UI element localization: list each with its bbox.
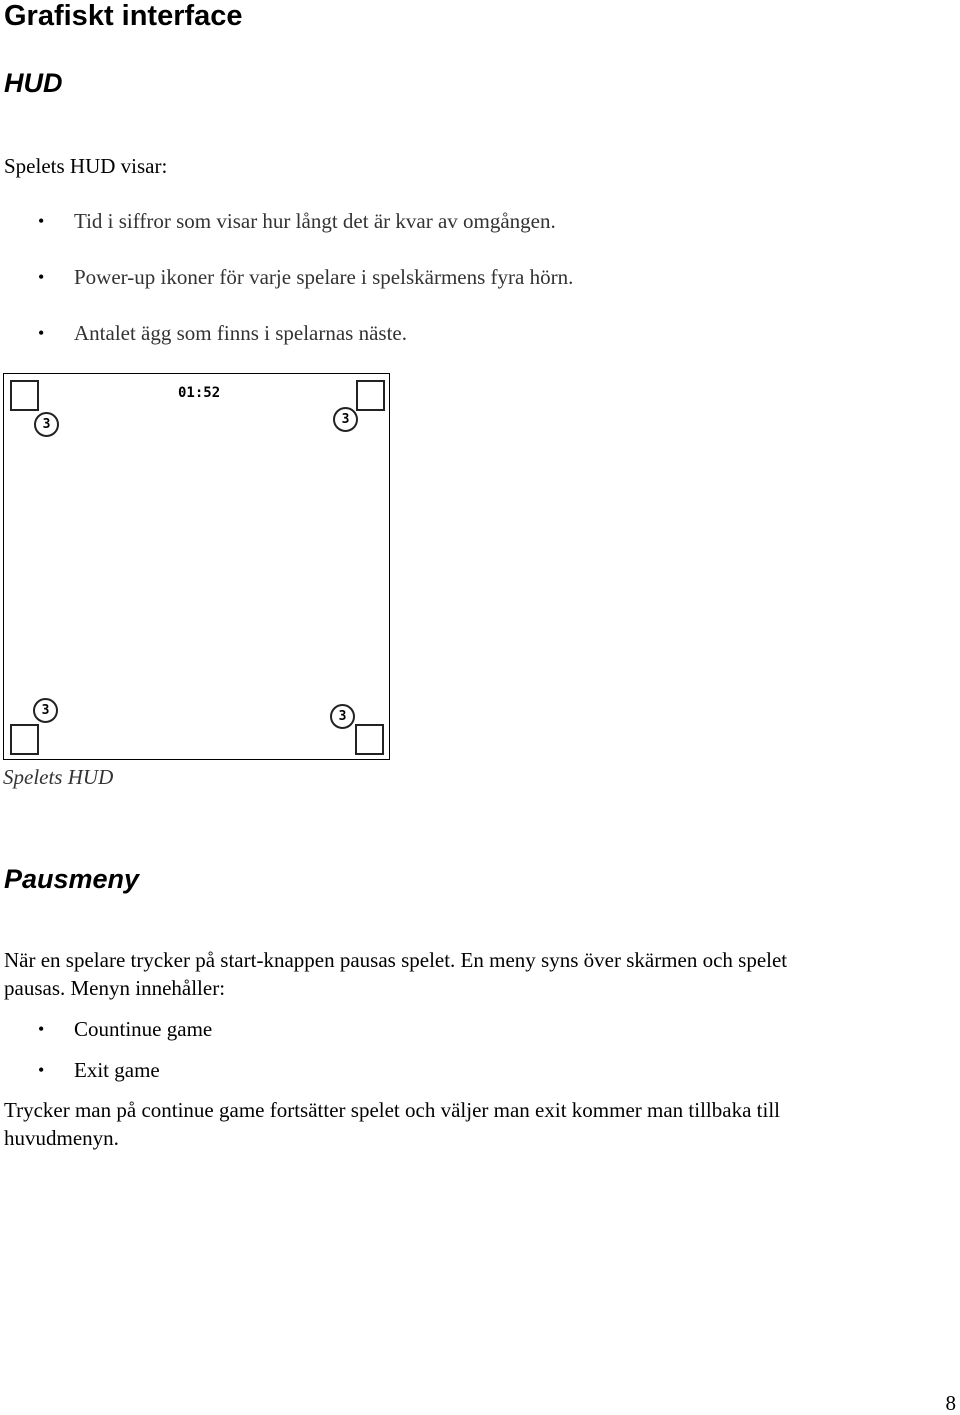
powerup-icon-top-right: [356, 380, 385, 411]
egg-count-top-left: 3: [34, 412, 59, 437]
bullet-icon: •: [38, 1019, 45, 1039]
pause-paragraph-line-2: pausas. Menyn innehåller:: [4, 976, 226, 1000]
outro-line-2: huvudmenyn.: [4, 1126, 119, 1150]
hud-mockup-figure: [3, 373, 390, 760]
hud-intro: Spelets HUD visar:: [4, 154, 168, 178]
round-timer: 01:52: [178, 385, 221, 401]
list-item: Countinue game: [74, 1017, 213, 1041]
egg-count-bottom-right: 3: [330, 704, 355, 729]
powerup-icon-bottom-right: [355, 724, 384, 755]
pause-paragraph-line-1: När en spelare trycker på start-knappen pausas spelet. En meny syns över skärmen och spelet: [4, 948, 788, 972]
list-item: Power-up ikoner för varje spelare i spelskärmens fyra hörn.: [74, 265, 574, 289]
bullet-icon: •: [38, 323, 45, 343]
bullet-icon: •: [38, 211, 45, 231]
figure-caption: Spelets HUD: [3, 765, 114, 789]
powerup-icon-top-left: [10, 380, 39, 411]
bullet-icon: •: [38, 1060, 45, 1080]
pause-heading: Pausmeny: [4, 864, 140, 894]
bullet-icon: •: [38, 267, 45, 287]
page-number: 8: [945, 1391, 956, 1415]
outro-line-1: Trycker man på continue game fortsätter spelet och väljer man exit kommer man tillbaka till: [4, 1098, 780, 1122]
page-title: Grafiskt interface: [4, 0, 243, 32]
hud-heading: HUD: [4, 68, 63, 98]
egg-count-top-right: 3: [333, 407, 358, 432]
list-item: Exit game: [74, 1058, 160, 1082]
egg-count-bottom-left: 3: [33, 698, 58, 723]
list-item: Antalet ägg som finns i spelarnas näste.: [74, 321, 408, 345]
powerup-icon-bottom-left: [10, 724, 39, 755]
list-item: Tid i siffror som visar hur långt det är kvar av omgången.: [74, 209, 556, 233]
